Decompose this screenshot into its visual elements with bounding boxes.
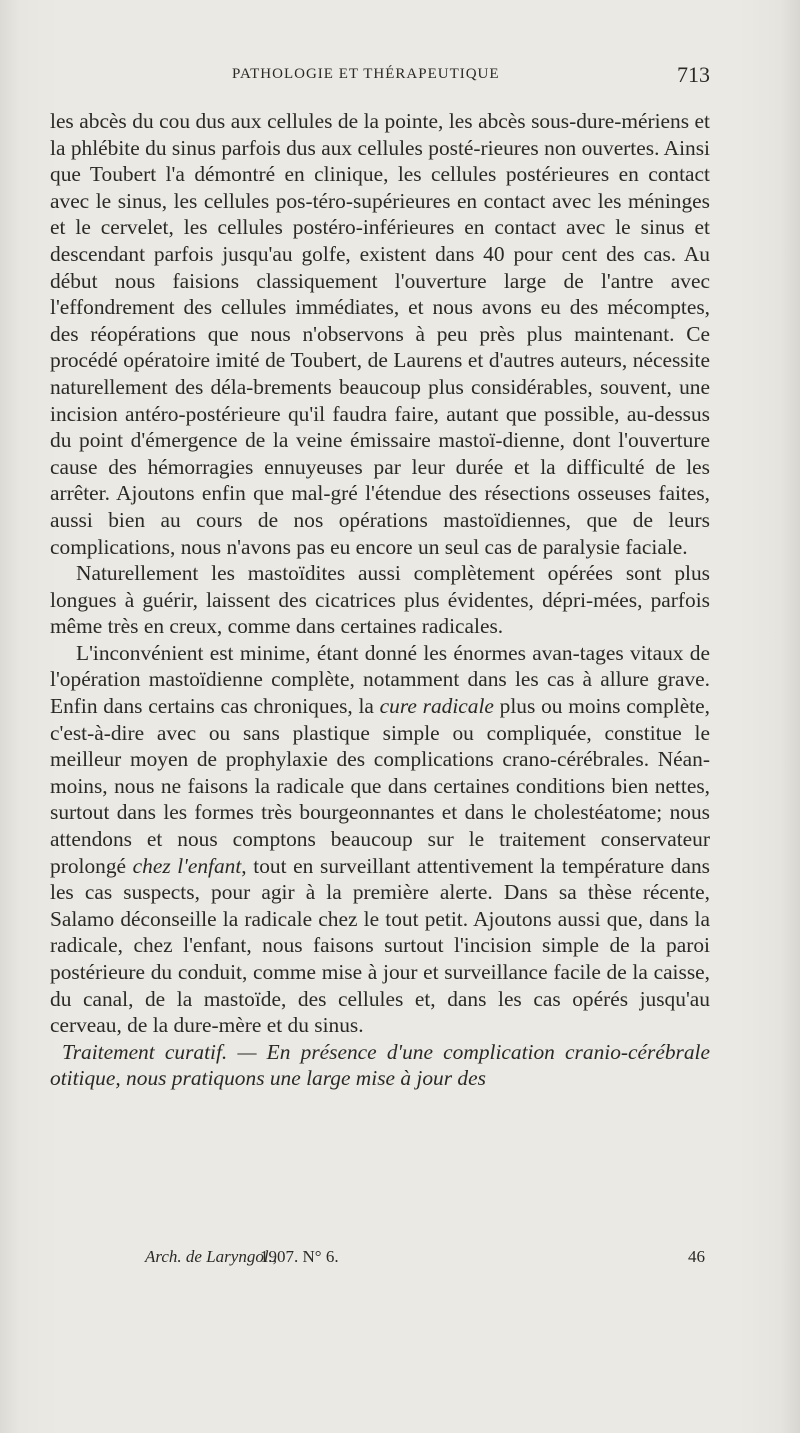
paragraph-3-text-a: L'inconvénient est minime, étant donné les énormes avan-tages vitaux de l'opération mastoïdienne complète, notamment dans les cas à allure grave. Enfin dans certains cas chroniques, la [50, 640, 710, 719]
paragraph-3-text-b: plus ou moins complète, c'est-à-dire avec ou sans plastique simple ou compliquée, constitue le meilleur moyen de prophylaxie des complications crano-cérébrales. Néan-moins, nous ne faisons la radicale que dans certaines conditions bien nettes, surtout dans les formes très bourgeonnantes et dans le cholestéatome; nous attendons et nous comptons beaucoup sur le traitement conservateur prolongé [50, 694, 710, 878]
page-number: 713 [677, 62, 710, 87]
cure-radicale-emphasis: cure radicale [379, 694, 494, 719]
chez-l-enfant-emphasis: chez l'enfant [132, 853, 242, 878]
running-header [50, 62, 710, 92]
running-title: PATHOLOGIE ET THÉRAPEUTIQUE [232, 66, 500, 82]
paragraph-2: Naturellement les mastoïdites aussi complètement opérées sont plus longues à guérir, laissent des cicatrices plus évidentes, dépri-mées, parfois même très en creux, comme dans certaines radicales. [50, 561, 710, 639]
paragraph-3 [50, 640, 710, 1039]
footer-signature [100, 1247, 705, 1273]
paragraph-1: les abcès du cou dus aux cellules de la pointe, les abcès sous-dure-mériens et la phlébite du sinus parfois dus aux cellules posté-rieures non ouvertes. Ainsi que Toubert l'a démontré en clinique, les cellules postérieures en contact avec le sinus, les cellules pos-téro-supérieures en contact avec les méninges et le cervelet, les cellules postéro-inférieures en contact avec le sinus et descendant parfois jusqu'au golfe, existent dans 40 pour cent des cas. Au début nous faisions classiquement l'ouverture large de l'antre avec l'effondrement des cellules immédiates, et nous avons eu des mécomptes, des réopérations que nous n'observons à peu près plus maintenant. Ce procédé opératoire imité de Toubert, de Laurens et d'autres auteurs, nécessite naturellement des déla-brements beaucoup plus considérables, souvent, une incision antéro-postérieure qu'il faudra faire, autant que possible, au-dessus du point d'émergence de la veine émissaire mastoï-dienne, dont l'ouverture cause des hémorragies ennuyeuses par leur durée et la difficulté de les arrêter. Ajoutons enfin que mal-gré l'étendue des résections osseuses faites, aussi bien au cours de nos opérations mastoïdiennes, que de leurs complications, nous n'avons pas eu encore un seul cas de paralysie faciale. [50, 109, 710, 559]
body-text [50, 108, 710, 1092]
paragraph-4-traitement-curatif: Traitement curatif. — En présence d'une complication cranio-cérébrale otitique, nous pratiquons une large mise à jour des [50, 1039, 710, 1091]
journal-issue: 1907. N° 6. [260, 1247, 339, 1266]
paragraph-3-text-c: , tout en surveillant attentivement la température dans les cas suspects, pour agir à la première alerte. Dans sa thèse récente, Salamo déconseille la radicale chez le tout petit. Ajoutons aussi que, dans la radicale, chez l'enfant, nous faisons surtout l'incision simple de la paroi postérieure du conduit, comme mise à jour et surveillance facile de la caisse, du canal, de la mastoïde, des cellules et, dans les cas opérés jusqu'au cerveau, de la dure-mère et du sinus. [50, 853, 710, 1038]
journal-citation: Arch. de Laryngol., [145, 1247, 278, 1266]
sheet-number: 46 [688, 1247, 705, 1266]
